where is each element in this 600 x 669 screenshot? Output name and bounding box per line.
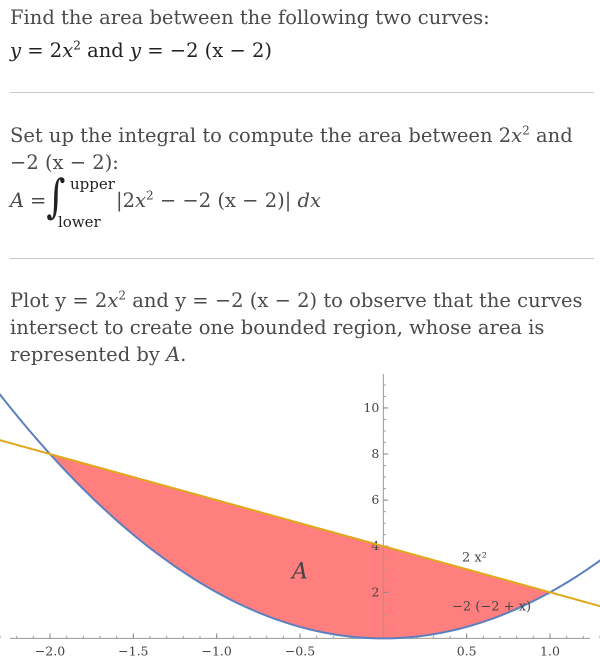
integral-equals: = xyxy=(30,189,47,212)
problem-section xyxy=(10,4,590,64)
integral-expression xyxy=(10,169,590,235)
integrand-var: x xyxy=(134,189,146,212)
and-word: and xyxy=(87,39,124,62)
step2-line3-pre: represented by xyxy=(10,343,160,366)
dx: dx xyxy=(297,189,321,212)
upper-limit: upper xyxy=(70,175,115,193)
y-tick-label: 10 xyxy=(363,399,380,415)
y-tick-label: 6 xyxy=(371,492,380,508)
y-tick-label: 4 xyxy=(371,538,380,554)
step1-intro-and: and xyxy=(536,124,573,147)
eq2-rhs: = −2 (x − 2) xyxy=(147,39,273,62)
y-tick-label: 8 xyxy=(371,446,380,462)
integrand-pre: |2 xyxy=(116,189,135,212)
integrand-post: − −2 (x − 2)| xyxy=(159,189,292,212)
step2-eq1-exp: 2 xyxy=(118,288,126,303)
x-ticks xyxy=(35,633,560,658)
area-plot xyxy=(0,368,600,668)
x-tick-label: 1.0 xyxy=(540,643,560,659)
lower-limit: lower xyxy=(58,213,101,231)
step2-line1 xyxy=(10,287,590,314)
step2-section xyxy=(10,287,590,368)
step1-intro-line2: −2 (x − 2): xyxy=(10,151,119,174)
step1-intro-exp: 2 xyxy=(522,123,530,138)
x-tick-label: −1.5 xyxy=(118,643,149,659)
region-label: A xyxy=(292,559,308,585)
eq2-lhs: y xyxy=(129,39,141,62)
step2-eq1-var: x xyxy=(107,289,119,312)
eq1-equals: = xyxy=(27,39,44,62)
x-tick-label: −2.0 xyxy=(34,643,66,659)
problem-equations xyxy=(10,37,590,64)
step2-line3 xyxy=(10,341,590,368)
step1-section xyxy=(10,122,590,176)
step2-line2: intersect to create one bounded region, whose area is xyxy=(10,316,545,339)
integral-lhs: A xyxy=(10,189,25,212)
x-tick-label: −0.5 xyxy=(284,643,316,659)
step1-intro-text: Set up the integral to compute the area between 2 xyxy=(10,124,512,147)
step1-intro-var: x xyxy=(511,124,523,147)
step2-and: and xyxy=(132,289,169,312)
step2-eq1: y = 2 xyxy=(55,289,108,312)
integral-sign: ∫ xyxy=(46,169,66,223)
eq1-lhs: y xyxy=(10,39,22,62)
step2-line1-rest: to observe that the curves xyxy=(323,289,583,312)
step2-line3-period: . xyxy=(180,343,187,366)
legend-line-label: −2 (−2 + x) xyxy=(452,599,532,615)
eq1-var: x xyxy=(62,39,74,62)
divider-2 xyxy=(10,258,594,259)
eq1-coef: 2 xyxy=(49,39,63,62)
step2-line3-var: A xyxy=(166,343,181,366)
legend-parabola-label: 2 x² xyxy=(462,550,487,566)
eq1-exp: 2 xyxy=(73,38,81,53)
step2-plot-word: Plot xyxy=(10,289,49,312)
integrand-exp: 2 xyxy=(145,188,154,203)
divider-1 xyxy=(10,92,594,93)
step1-intro xyxy=(10,122,590,149)
y-tick-label: 2 xyxy=(371,584,380,600)
integrand xyxy=(116,187,321,214)
problem-prompt: Find the area between the following two curves: xyxy=(10,6,490,29)
x-tick-label: −1.0 xyxy=(201,643,232,659)
step2-eq2: y = −2 (x − 2) xyxy=(175,289,318,312)
x-tick-label: 0.5 xyxy=(456,643,477,659)
